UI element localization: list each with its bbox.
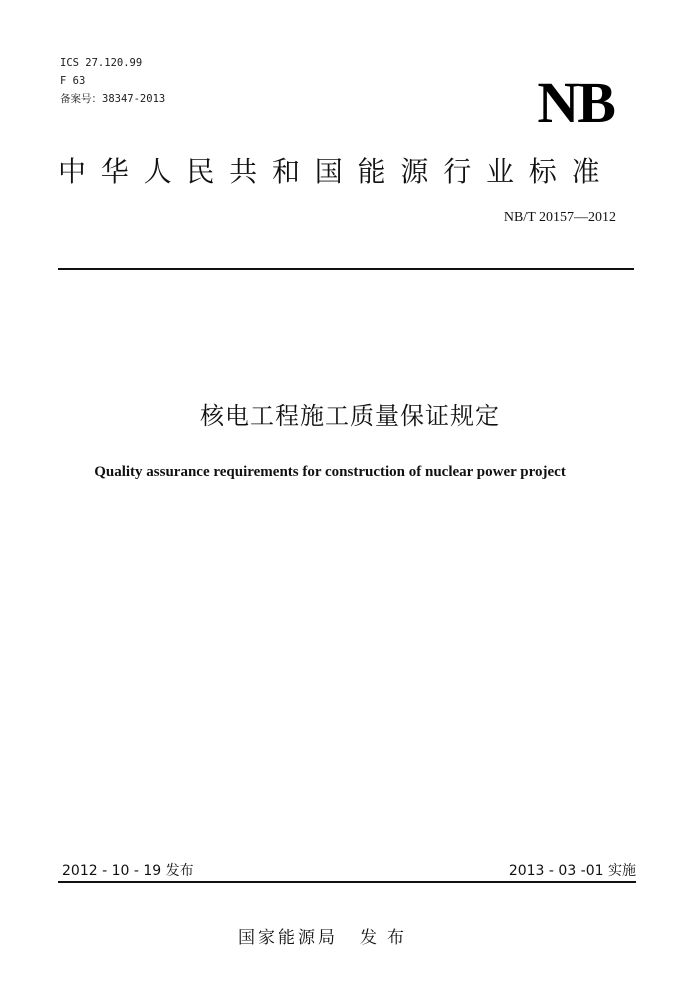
category-code: F 63	[60, 75, 86, 87]
publisher-name: 国家能源局	[238, 928, 338, 948]
ics-code: ICS 27.120.99	[60, 57, 143, 69]
publisher-line	[238, 926, 414, 950]
dates-row	[60, 860, 636, 880]
implementation-date: 2013 - 03 -01 实施	[508, 863, 636, 879]
header-divider	[58, 268, 634, 270]
title-english: Quality assurance requirements for construction of nuclear power project	[94, 464, 566, 480]
classification-block	[60, 54, 165, 108]
nb-logo: NB	[537, 70, 614, 135]
record-number: 备案号：38347-2013	[60, 93, 166, 105]
title-chinese: 核电工程施工质量保证规定	[200, 402, 500, 430]
standard-number: NB/T 20157—2012	[503, 210, 616, 225]
footer-divider	[58, 881, 636, 883]
publish-action: 发布	[360, 928, 414, 948]
standard-issuing-body: 中华人民共和国能源行业标准	[58, 155, 615, 188]
issue-date: 2012 - 10 - 19 发布	[62, 863, 194, 879]
